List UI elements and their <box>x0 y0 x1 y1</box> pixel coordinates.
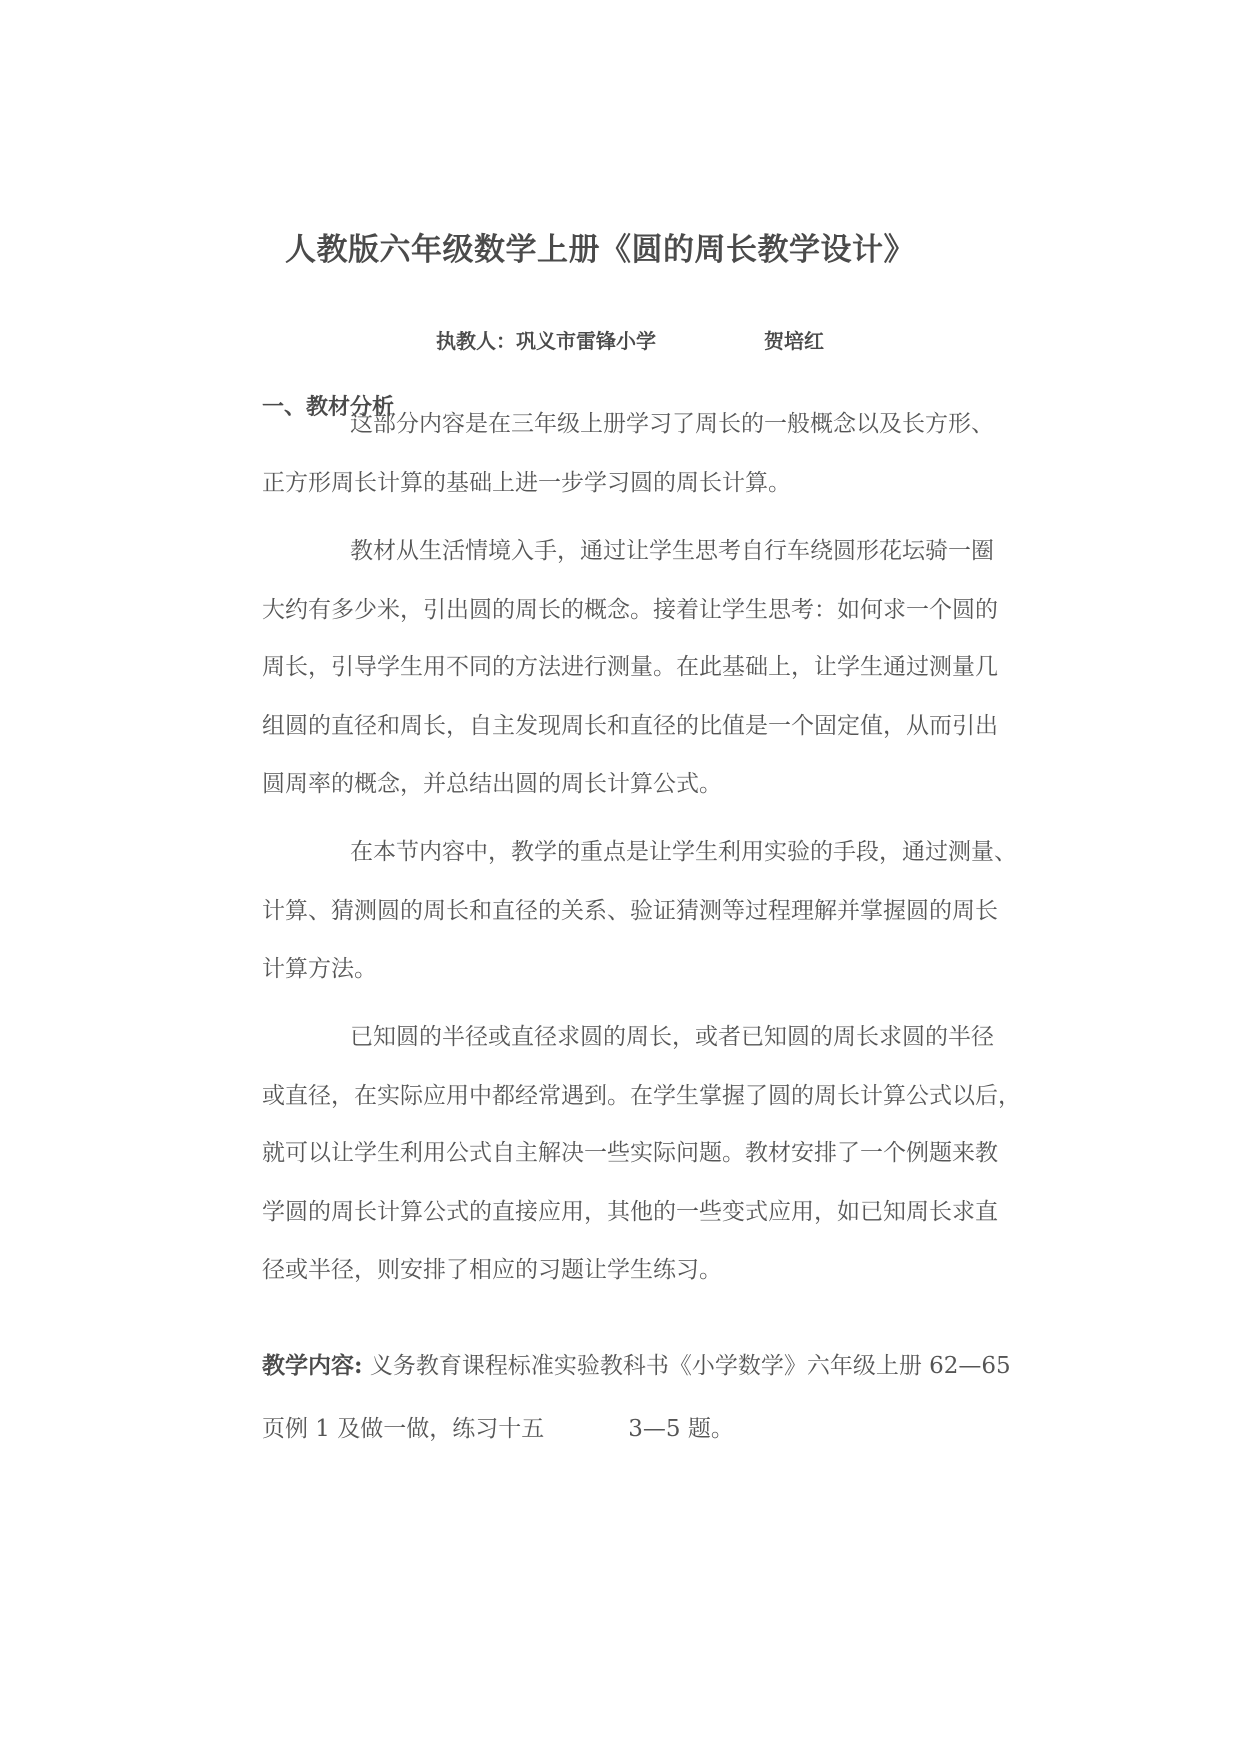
paragraph-line: 或直径，在实际应用中都经常遇到。在学生掌握了圆的周长计算公式以后， <box>262 1083 1021 1109</box>
paragraph-line: 教材从生活情境入手，通过让学生思考自行车绕圆形花坛骑一圈 <box>350 538 994 564</box>
section-heading-material-analysis: 一、教材分析 <box>262 394 395 420</box>
paragraph-line: 径或半径，则安排了相应的习题让学生练习。 <box>262 1257 722 1283</box>
paragraph-line: 就可以让学生利用公式自主解决一些实际问题。教材安排了一个例题来教 <box>262 1140 998 1166</box>
document-title: 人教版六年级数学上册《圆的周长教学设计》 <box>285 232 915 268</box>
teaching-content-line-2 <box>262 1410 734 1443</box>
author-line <box>436 325 824 354</box>
paragraph-line: 计算方法。 <box>262 956 377 982</box>
author-prefix: 执教人：巩义市雷锋小学 <box>436 329 656 353</box>
author-name: 贺培红 <box>764 329 824 353</box>
paragraph-line: 这部分内容是在三年级上册学习了周长的一般概念以及长方形、 <box>350 411 994 437</box>
teaching-content-label: 教学内容: <box>262 1352 363 1379</box>
paragraph-line: 在本节内容中，教学的重点是让学生利用实验的手段，通过测量、 <box>350 839 1017 865</box>
teaching-content-line <box>262 1347 1011 1380</box>
paragraph-line: 计算、猜测圆的周长和直径的关系、验证猜测等过程理解并掌握圆的周长 <box>262 898 998 924</box>
teaching-content-text: 义务教育课程标准实验教科书《小学数学》六年级上册 62—65 <box>369 1353 1011 1379</box>
paragraph-line: 学圆的周长计算公式的直接应用，其他的一些变式应用，如已知周长求直 <box>262 1199 998 1225</box>
paragraph-line: 圆周率的概念，并总结出圆的周长计算公式。 <box>262 771 722 797</box>
paragraph-line: 已知圆的半径或直径求圆的周长，或者已知圆的周长求圆的半径 <box>350 1024 994 1050</box>
paragraph-line: 正方形周长计算的基础上进一步学习圆的周长计算。 <box>262 470 791 496</box>
paragraph-line: 周长，引导学生用不同的方法进行测量。在此基础上，让学生通过测量几 <box>262 654 998 680</box>
paragraph-line: 大约有多少米，引出圆的周长的概念。接着让学生思考：如何求一个圆的 <box>262 597 998 623</box>
paragraph-line: 组圆的直径和周长，自主发现周长和直径的比值是一个固定值，从而引出 <box>262 713 998 739</box>
teaching-content-exercises: 3—5 题。 <box>628 1416 734 1442</box>
teaching-content-pages: 页例 1 及做一做，练习十五 <box>262 1416 545 1442</box>
